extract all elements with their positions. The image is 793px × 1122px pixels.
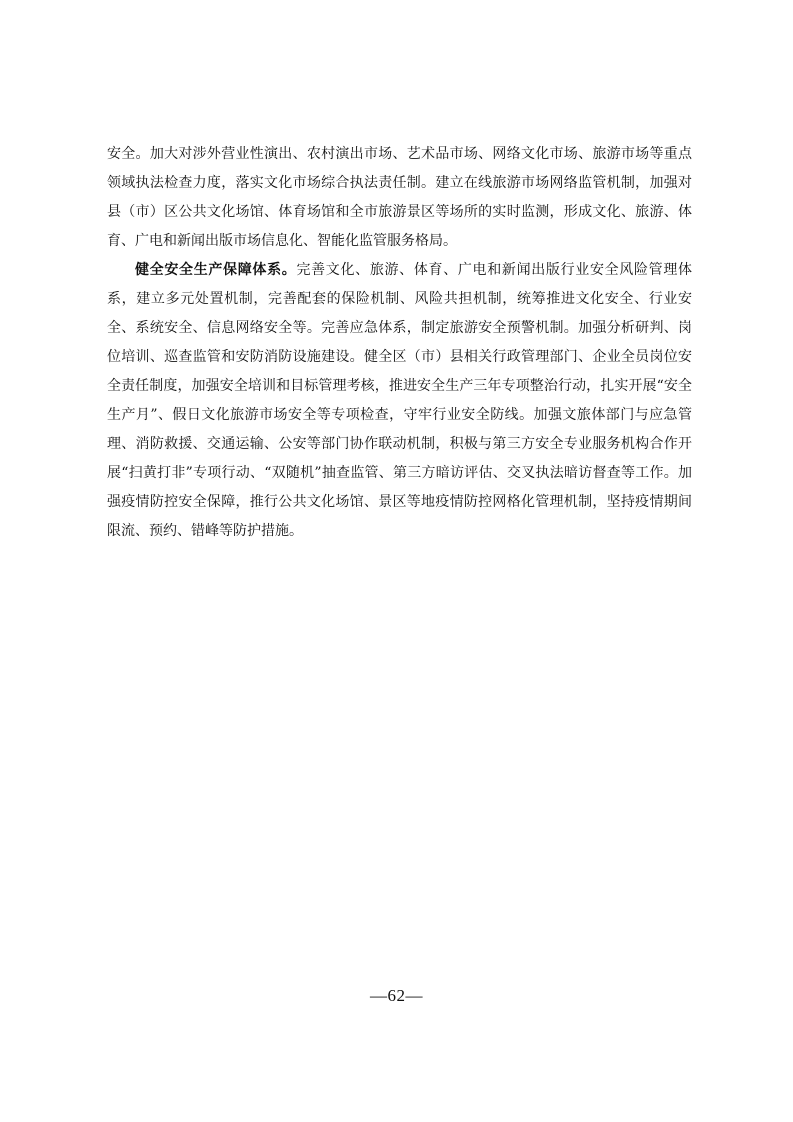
page-number: —62— bbox=[370, 986, 423, 1005]
paragraph-continued: 安全。加大对涉外营业性演出、农村演出市场、艺术品市场、网络文化市场、旅游市场等重点领域执法检查力度，落实文化市场综合执法责任制。建立在线旅游市场网络监管机制，加强对县（市）区公共文化场馆、体育场馆和全市旅游景区等场所的实时监测，形成文化、旅游、体育、广电和新闻出版市场信息化、智能化监管服务格局。 bbox=[107, 146, 692, 249]
paragraph-safety-production bbox=[107, 256, 692, 546]
body-text bbox=[107, 140, 692, 546]
paragraph-lead-heading: 健全安全生产保障体系。 bbox=[135, 262, 297, 278]
paragraph-body: 完善文化、旅游、体育、广电和新闻出版行业安全风险管理体系，建立多元处置机制，完善配套的保险机制、风险共担机制，统筹推进文化安全、行业安全、系统安全、信息网络安全等。完善应急体系，制定旅游安全预警机制。加强分析研判、岗位培训、巡查监管和安防消防设施建设。健全区（市）县相关行政管理部门、企业全员岗位安全责任制度，加强安全培训和目标管理考核，推进安全生产三年专项整治行动，扎实开展“安全生产月”、假日文化旅游市场安全等专项检查，守牢行业安全防线。加强文旅体部门与应急管理、消防救援、交通运输、公安等部门协作联动机制，积极与第三方安全专业服务机构合作开展“扫黄打非”专项行动、“双随机”抽查监管、第三方暗访评估、交叉执法暗访督查等工作。加强疫情防控安全保障，推行公共文化场馆、景区等地疫情防控网格化管理机制，坚持疫情期间限流、预约、错峰等防护措施。 bbox=[107, 262, 693, 539]
